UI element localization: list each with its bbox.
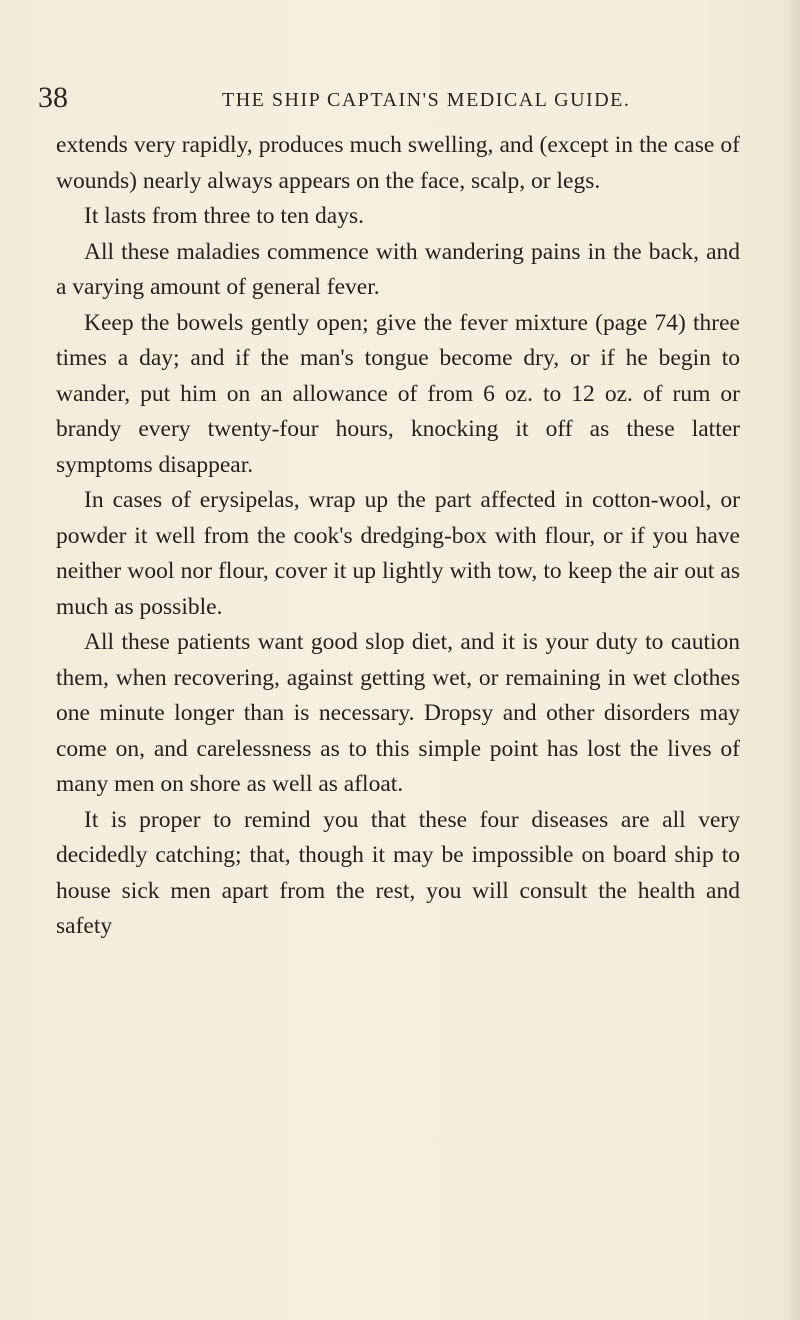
paragraph-contagion: It is proper to remind you that these four diseases are all very decidedly catching; that, though it may be impossible on board ship to house sick men apart from the rest, you will consult the health and safety: [56, 806, 740, 939]
paragraph-treatment: Keep the bowels gently open; give the fever mixture (page 74) three times a day; and if the man's tongue become dry, or if he begin to wander, put him on an allowance of from 6 oz. to 12 oz. of rum or brandy every twenty-four hours, knocking it off as these latter symptoms disappear.: [56, 309, 740, 478]
page-edge-shadow: [786, 0, 800, 1320]
paragraph-erysipelas: In cases of erysipelas, wrap up the part affected in cotton-wool, or powder it well from the cook's dredging-box with flour, or if you have neither wool nor flour, cover it up lightly with tow, to keep the air out as much as possible.: [56, 487, 740, 620]
paragraph-diet: All these patients want good slop diet, and it is your duty to caution them, when recovering, against getting wet, or remaining in wet clothes one minute longer than is necessary. Dropsy and other disorders may come on, and carelessness as to this simple point has lost the lives of many men on shore as well as afloat.: [56, 629, 740, 797]
page-number: 38: [38, 81, 68, 114]
paragraph-continuation: extends very rapidly, produces much swelling, and (except in the case of wounds) nearly always appears on the face, scalp, or legs.: [56, 132, 740, 194]
page-header: [38, 78, 758, 118]
paragraph-duration: It lasts from three to ten days.: [84, 203, 364, 229]
body-text: [56, 128, 740, 945]
running-title: THE SHIP CAPTAIN'S MEDICAL GUIDE.: [222, 89, 631, 111]
paragraph-symptoms: All these maladies commence with wandering pains in the back, and a varying amount of general fever.: [56, 238, 740, 300]
